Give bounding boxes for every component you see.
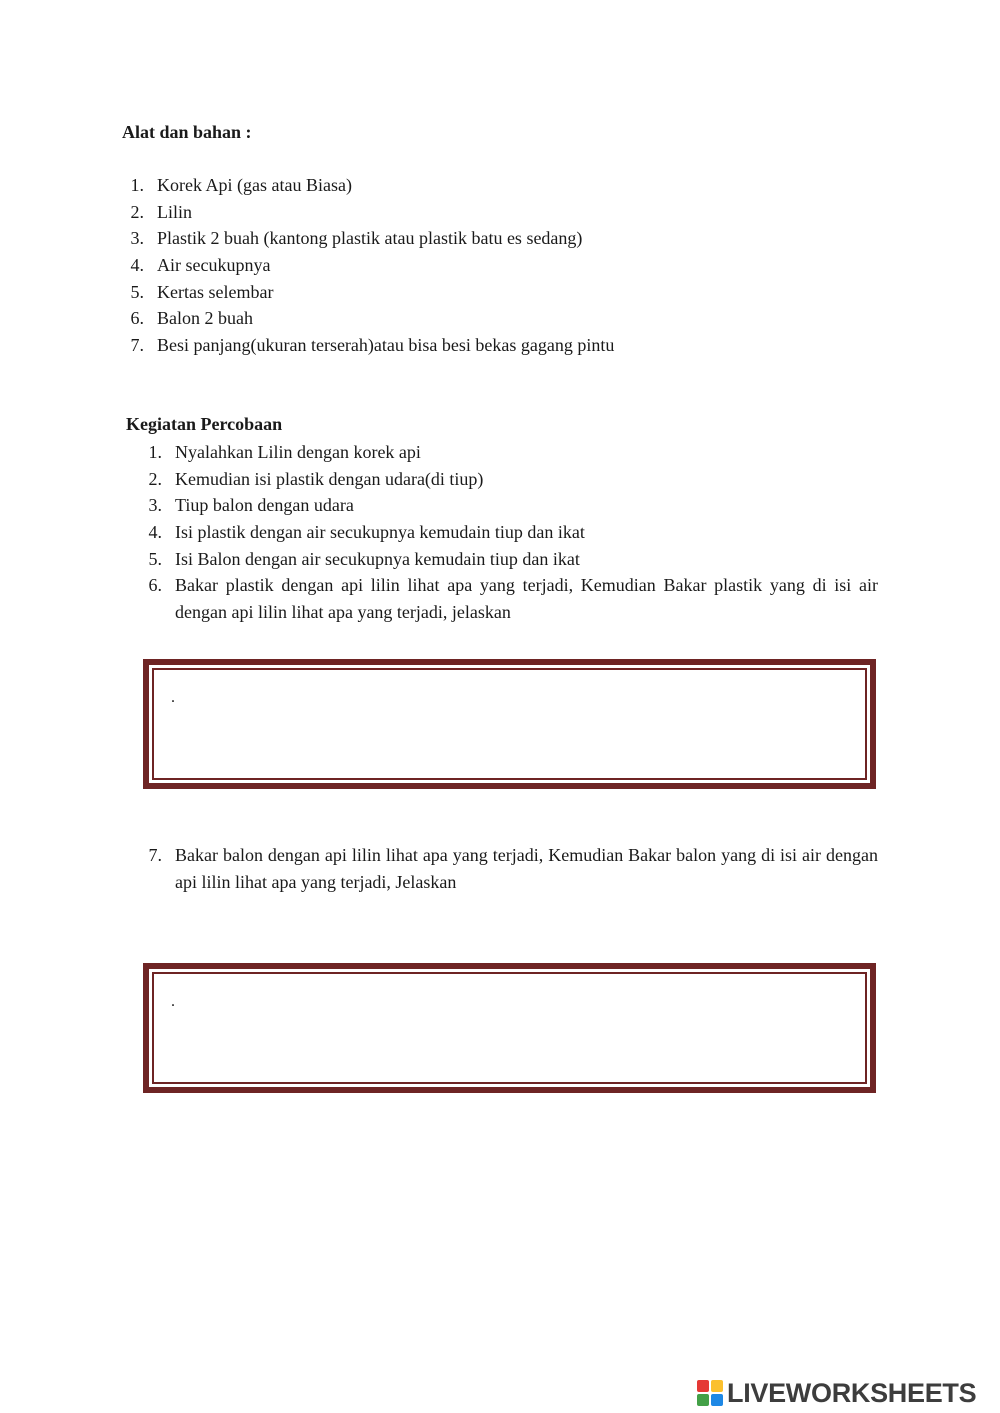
liveworksheets-logo bbox=[697, 1377, 976, 1409]
logo-tile-icon bbox=[697, 1394, 709, 1406]
list-item: 1. Nyalahkan Lilin dengan korek api bbox=[148, 442, 421, 462]
list-item: 3. Tiup balon dengan udara bbox=[148, 495, 354, 516]
list-item: 1. Korek Api (gas atau Biasa) bbox=[130, 175, 352, 195]
list-item: 7. Bakar balon dengan api lilin lihat apa yang terjadi, Kemudian Bakar balon yang di isi air dengan api lilin lihat apa yang terjadi, Jelaskan bbox=[148, 845, 878, 892]
answer-text[interactable]: . bbox=[171, 689, 175, 706]
list-item: 4. Air secukupnya bbox=[130, 255, 271, 276]
answer-box-inner-border bbox=[152, 668, 867, 780]
materials-title: Alat dan bahan : bbox=[122, 122, 252, 142]
answer-text[interactable]: . bbox=[171, 993, 175, 1010]
list-item: 5. Isi Balon dengan air secukupnya kemudain tiup dan ikat bbox=[148, 548, 580, 569]
list-item: 3. Plastik 2 buah (kantong plastik atau plastik batu es sedang) bbox=[130, 228, 583, 249]
logo-tile-icon bbox=[711, 1394, 723, 1406]
list-item: 7. Besi panjang(ukuran terserah)atau bisa besi bekas gagang pintu bbox=[130, 335, 615, 356]
list-item: 5. Kertas selembar bbox=[130, 281, 274, 302]
experiment-list bbox=[144, 439, 878, 626]
list-item: 2. Lilin bbox=[130, 201, 192, 222]
experiment-list-continued bbox=[144, 842, 878, 895]
logo-tile-icon bbox=[697, 1380, 709, 1392]
answer-box-2[interactable] bbox=[143, 963, 876, 1093]
brand-name: LIVEWORKSHEETS bbox=[727, 1377, 977, 1408]
answer-box-inner-border bbox=[152, 972, 867, 1084]
list-item: 2. Kemudian isi plastik dengan udara(di tiup) bbox=[148, 468, 484, 489]
materials-list bbox=[126, 172, 726, 359]
list-item: 4. Isi plastik dengan air secukupnya kemudain tiup dan ikat bbox=[148, 522, 585, 543]
answer-box-1[interactable] bbox=[143, 659, 876, 789]
logo-tile-icon bbox=[711, 1380, 723, 1392]
list-item: 6. Balon 2 buah bbox=[130, 308, 253, 329]
experiment-title: Kegiatan Percobaan bbox=[126, 414, 283, 434]
list-item: 6. Bakar plastik dengan api lilin lihat apa yang terjadi, Kemudian Bakar plastik yang di isi air dengan api lilin lihat apa yang terjadi, jelaskan bbox=[148, 575, 878, 623]
logo-icon bbox=[697, 1380, 723, 1406]
